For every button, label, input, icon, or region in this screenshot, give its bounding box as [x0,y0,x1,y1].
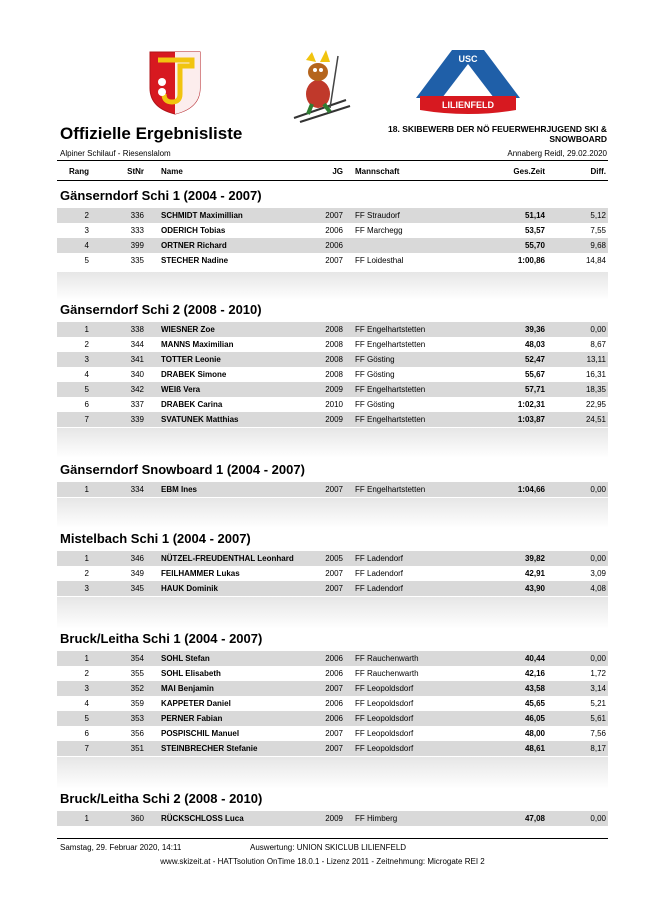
col-rang: Rang [69,167,89,176]
table-row [57,811,608,826]
cell-name: SOHL Stefan [161,654,210,663]
cell-time: 51,14 [524,211,545,220]
cell-time: 40,44 [524,654,545,663]
cell-diff: 4,08 [590,584,606,593]
cell-jg: 2008 [325,370,343,379]
table-row [57,666,608,681]
cell-diff: 7,55 [590,226,606,235]
cell-rang: 3 [84,355,89,364]
cell-mannschaft: FF Ladendorf [355,569,404,578]
cell-jg: 2008 [325,325,343,334]
table-row [57,238,608,253]
table-row [57,651,608,666]
cell-diff: 7,56 [590,729,606,738]
feuerwehr-logo [148,50,202,116]
cell-name: SVATUNEK Matthias [161,415,239,424]
page-title: Offizielle Ergebnisliste [60,124,243,143]
cell-jg: 2007 [325,569,343,578]
cell-stnr: 334 [130,485,144,494]
table-row [57,726,608,741]
cell-stnr: 342 [130,385,144,394]
cell-stnr: 356 [130,729,144,738]
cell-stnr: 341 [130,355,144,364]
table-row [57,551,608,566]
cell-name: WIESNER Zoe [161,325,215,334]
cell-name: POSPISCHIL Manuel [161,729,240,738]
cell-diff: 0,00 [590,814,606,823]
cell-time: 48,03 [524,340,545,349]
cell-stnr: 337 [130,400,144,409]
cell-time: 45,65 [524,699,545,708]
cell-rang: 4 [84,699,89,708]
col-diff: Diff. [590,167,606,176]
cell-stnr: 345 [130,584,144,593]
col-name: Name [161,167,183,176]
lilienfeld-text: LILIENFELD [442,100,494,110]
cell-rang: 2 [84,211,89,220]
cell-time: 55,67 [524,370,545,379]
cell-stnr: 339 [130,415,144,424]
cell-name: KAPPETER Daniel [161,699,231,708]
table-row [57,352,608,367]
group-gap [57,428,608,458]
cell-rang: 1 [84,654,89,663]
logo-strip [140,44,525,124]
cell-stnr: 354 [130,654,144,663]
cell-diff: 0,00 [590,325,606,334]
cell-jg: 2007 [325,744,343,753]
cell-diff: 0,00 [590,654,606,663]
event-title-line2: SNOWBOARD [549,134,607,144]
cell-mannschaft: FF Engelhartstetten [355,340,426,349]
table-row [57,566,608,581]
cell-time: 43,58 [524,684,545,693]
cell-rang: 1 [84,485,89,494]
cell-name: STECHER Nadine [161,256,229,265]
cell-mannschaft: FF Himberg [355,814,398,823]
cell-jg: 2006 [325,226,343,235]
usc-lilienfeld-logo [412,46,524,118]
column-header-row [57,164,608,180]
cell-stnr: 351 [130,744,144,753]
table-row [57,581,608,596]
cell-rang: 3 [84,584,89,593]
table-row [57,397,608,412]
cell-rang: 1 [84,325,89,334]
table-row [57,681,608,696]
group-gap [57,498,608,528]
cell-stnr: 340 [130,370,144,379]
group-title: Gänserndorf Snowboard 1 (2004 - 2007) [60,462,305,477]
cell-mannschaft: FF Loidesthal [355,256,404,265]
cell-jg: 2009 [325,385,343,394]
cell-mannschaft: FF Leopoldsdorf [355,744,414,753]
cell-mannschaft: FF Gösting [355,400,395,409]
group-title: Bruck/Leitha Schi 2 (2008 - 2010) [60,791,263,806]
table-row [57,711,608,726]
cell-stnr: 346 [130,554,144,563]
cell-mannschaft: FF Gösting [355,355,395,364]
cell-time: 42,91 [524,569,545,578]
cell-time: 43,90 [524,584,545,593]
cell-name: SCHMIDT Maximillian [161,211,243,220]
cell-mannschaft: FF Ladendorf [355,554,404,563]
cell-mannschaft: FF Engelhartstetten [355,325,426,334]
col-mannschaft: Mannschaft [355,167,400,176]
table-row [57,382,608,397]
cell-time: 1:04,66 [517,485,545,494]
usc-text: USC [458,54,478,64]
cell-jg: 2010 [325,400,343,409]
cell-stnr: 359 [130,699,144,708]
group-gap [57,272,608,300]
cell-name: EBM Ines [161,485,198,494]
table-row [57,482,608,497]
cell-jg: 2007 [325,211,343,220]
footer-printed: Samstag, 29. Februar 2020, 14:11 [60,843,182,852]
cell-diff: 24,51 [585,415,606,424]
cell-time: 46,05 [524,714,545,723]
cell-mannschaft: FF Leopoldsdorf [355,684,414,693]
cell-rang: 1 [84,554,89,563]
cell-jg: 2007 [325,729,343,738]
cell-name: RÜCKSCHLOSS Luca [161,814,244,823]
cell-mannschaft: FF Engelhartstetten [355,485,426,494]
cell-name: DRABEK Simone [161,370,227,379]
group-title: Mistelbach Schi 1 (2004 - 2007) [60,531,251,546]
cell-jg: 2009 [325,814,343,823]
cell-time: 57,71 [524,385,545,394]
cell-stnr: 336 [130,211,144,220]
cell-jg: 2006 [325,714,343,723]
event-title-line1: 18. SKIBEWERB DER NÖ FEUERWEHRJUGEND SKI & [388,124,607,134]
cell-diff: 1,72 [590,669,606,678]
group-gap [57,597,608,629]
cell-diff: 16,31 [585,370,606,379]
location-date: Annaberg Reidl, 29.02.2020 [507,149,607,158]
cell-rang: 4 [84,370,89,379]
cell-name: TOTTER Leonie [161,355,221,364]
cell-mannschaft: FF Rauchenwarth [355,654,419,663]
cell-diff: 0,00 [590,554,606,563]
cell-time: 1:02,31 [517,400,545,409]
table-row [57,253,608,268]
cell-stnr: 353 [130,714,144,723]
cell-diff: 3,09 [590,569,606,578]
cell-stnr: 399 [130,241,144,250]
cell-name: ORTNER Richard [161,241,227,250]
cell-time: 39,82 [524,554,545,563]
cell-diff: 3,14 [590,684,606,693]
footer-credits: www.skizeit.at - HATTsolution OnTime 18.0.1 - Lizenz 2011 - Zeitnehmung: Microgate REI 2 [160,857,485,866]
group-gap [57,757,608,789]
cell-diff: 5,12 [590,211,606,220]
group-title: Gänserndorf Schi 2 (2008 - 2010) [60,302,262,317]
cell-diff: 8,17 [590,744,606,753]
cell-mannschaft: FF Engelhartstetten [355,385,426,394]
cell-mannschaft: FF Leopoldsdorf [355,699,414,708]
header-divider [57,160,608,161]
cell-time: 48,61 [524,744,545,753]
cell-jg: 2009 [325,415,343,424]
cell-mannschaft: FF Straudorf [355,211,400,220]
group-title: Bruck/Leitha Schi 1 (2004 - 2007) [60,631,263,646]
group-title: Gänserndorf Schi 1 (2004 - 2007) [60,188,262,203]
cell-jg: 2005 [325,554,343,563]
cell-time: 1:00,86 [517,256,545,265]
discipline: Alpiner Schilauf - Riesenslalom [60,149,171,158]
table-row [57,337,608,352]
cell-diff: 14,84 [585,256,606,265]
cell-stnr: 360 [130,814,144,823]
cell-jg: 2007 [325,256,343,265]
table-row [57,322,608,337]
cell-rang: 1 [84,814,89,823]
cell-name: PERNER Fabian [161,714,223,723]
cell-time: 39,36 [524,325,545,334]
cell-name: HAUK Dominik [161,584,218,593]
cell-mannschaft: FF Gösting [355,370,395,379]
cell-jg: 2006 [325,669,343,678]
cell-rang: 3 [84,684,89,693]
cell-diff: 18,35 [585,385,606,394]
cell-diff: 0,00 [590,485,606,494]
table-row [57,412,608,427]
cell-name: STEINBRECHER Stefanie [161,744,258,753]
cell-jg: 2008 [325,340,343,349]
cell-stnr: 333 [130,226,144,235]
cell-name: WEIß Vera [161,385,201,394]
cell-time: 55,70 [524,241,545,250]
cell-stnr: 355 [130,669,144,678]
cell-mannschaft: FF Marchegg [355,226,403,235]
cell-mannschaft: FF Leopoldsdorf [355,714,414,723]
cell-jg: 2007 [325,584,343,593]
cell-mannschaft: FF Ladendorf [355,584,404,593]
cell-time: 53,57 [524,226,545,235]
cell-diff: 8,67 [590,340,606,349]
cell-time: 48,00 [524,729,545,738]
event-title [375,124,607,144]
cell-name: DRABEK Carina [161,400,223,409]
cell-rang: 5 [84,714,89,723]
cell-rang: 7 [84,415,89,424]
col-time: Ges.Zeit [513,167,545,176]
table-row [57,696,608,711]
cell-jg: 2006 [325,241,343,250]
footer-auswertung: Auswertung: UNION SKICLUB LILIENFELD [250,843,407,852]
skier-mascot-logo [290,48,354,124]
cell-time: 42,16 [524,669,545,678]
cell-jg: 2008 [325,355,343,364]
column-header-divider [57,180,608,181]
cell-stnr: 338 [130,325,144,334]
cell-time: 47,08 [524,814,545,823]
cell-rang: 7 [84,744,89,753]
table-row [57,741,608,756]
cell-name: NÜTZEL-FREUDENTHAL Leonhard [161,554,294,563]
table-row [57,208,608,223]
cell-jg: 2006 [325,699,343,708]
col-jg: JG [332,167,343,176]
cell-rang: 6 [84,729,89,738]
cell-diff: 22,95 [585,400,606,409]
footer-divider [57,838,608,839]
cell-name: ODERICH Tobias [161,226,226,235]
cell-mannschaft: FF Engelhartstetten [355,415,426,424]
cell-rang: 4 [84,241,89,250]
cell-diff: 13,11 [586,355,606,364]
cell-rang: 3 [84,226,89,235]
cell-name: MANNS Maximilian [161,340,234,349]
cell-stnr: 335 [130,256,144,265]
cell-jg: 2007 [325,684,343,693]
cell-rang: 2 [84,569,89,578]
cell-diff: 9,68 [590,241,606,250]
cell-rang: 2 [84,669,89,678]
cell-stnr: 349 [130,569,144,578]
cell-stnr: 352 [130,684,144,693]
cell-jg: 2006 [325,654,343,663]
cell-mannschaft: FF Rauchenwarth [355,669,419,678]
cell-name: SOHL Elisabeth [161,669,221,678]
cell-mannschaft: FF Leopoldsdorf [355,729,414,738]
cell-diff: 5,61 [590,714,606,723]
cell-rang: 2 [84,340,89,349]
cell-diff: 5,21 [590,699,606,708]
cell-time: 52,47 [524,355,545,364]
col-stnr: StNr [127,167,144,176]
cell-rang: 6 [84,400,89,409]
table-row [57,367,608,382]
table-row [57,223,608,238]
cell-name: MAI Benjamin [161,684,214,693]
cell-rang: 5 [84,385,89,394]
cell-stnr: 344 [130,340,144,349]
cell-time: 1:03,87 [517,415,545,424]
cell-jg: 2007 [325,485,343,494]
cell-rang: 5 [84,256,89,265]
cell-name: FEILHAMMER Lukas [161,569,240,578]
